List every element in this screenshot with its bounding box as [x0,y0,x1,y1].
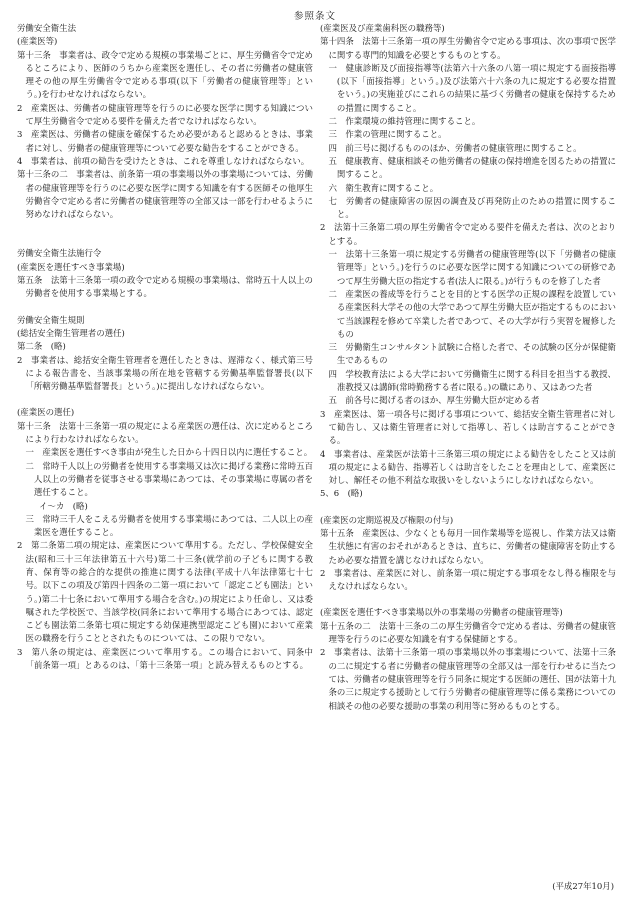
section-heading-shokumu: (産業医及び産業歯科医の職務等) [320,23,445,33]
revision-date: (平成27年10月) [552,881,614,891]
article-2: 第二条 (略) [17,341,66,352]
rule-article-14-para-2-item-2: 二 産業医の養成等を行うことを目的とする医学の正規の課程を設置している産業医科大学その他の大学であつて厚生労働大臣が指定するものにおいて当該課程を修めて卒業した者であつて、その大学が行う実習を履修したもの [328,288,616,339]
rule-article-13-para-3: 3 第八条の規定は、産業医について準用する。この場合において、同条中「前条第一項」とあるのは、「第十三条第一項」と読み替えるものとする。 [17,646,313,671]
rule-article-14-item-7: 七 労働者の健康障害の原因の調査及び再発防止のための措置に関すること。 [328,195,616,220]
article-2-para-2: 2 事業者は、総括安全衛生管理者を選任したときは、遅滞なく、様式第三号による報告書を、当該事業場の所在地を管轄する労働基準監督署長(以下「所轄労働基準監督署長」という。)に提出しなければならない。 [17,354,313,392]
section-heading-senin-jigyoba: (産業医を選任すべき事業場) [17,261,125,272]
rule-article-14: 第十四条 法第十三条第一項の厚生労働省令で定める事項は、次の事項で医学に関する専門的知識を必要とするものとする。 [320,36,616,60]
rule-article-14-para-2-item-3: 三 労働衛生コンサルタント試験に合格した者で、その試験の区分が保健衛生であるもの [328,342,616,366]
rule-article-15-para-2: 2 事業者は、産業医に対し、前条第一項に規定する事項をなし得る権限を与えなければならない。 [320,567,616,592]
rule-article-14-para-2-item-1: 一 法第十三条第一項に規定する労働者の健康管理等(以下「労働者の健康管理等」という。)を行うのに必要な医学に関する知識についての研修であつて厚生労働大臣の指定する者(法人に限る。)が行うものを修了した者 [328,249,616,286]
section-heading-junshi: (産業医の定期巡視及び権限の付与) [320,514,454,525]
law-name-anzen-eisei-ho: 労働安全衛生法 [17,23,77,33]
rule-article-13-item-3: 三 常時三千人をこえる労働者を使用する事業場にあつては、二人以上の産業医を選任すること。 [25,513,313,538]
section-heading-sokatsu: (総括安全衛生管理者の選任) [17,327,125,338]
rule-article-14-item-3: 三 作業の管理に関すること。 [328,129,447,140]
article-13-para-2: 2 産業医は、労働者の健康管理等を行うのに必要な医学に関する知識について厚生労働省令で定める要件を備えた者でなければならない。 [17,102,313,127]
rule-article-14-para-3: 3 産業医は、第一項各号に掲げる事項について、総括安全衛生管理者に対して勧告し、又は衛生管理者に対して指導し、若しくは助言することができる。 [320,408,616,446]
rule-article-13: 第十三条 法第十三条第一項の規定による産業医の選任は、次に定めるところにより行わなければならない。 [17,420,313,445]
page-title: 参照条文 [293,11,336,22]
article-5: 第五条 法第十三条第一項の政令で定める規模の事業場は、常時五十人以上の労働者を使用する事業場とする。 [17,275,313,299]
rule-article-13-item-1: 一 産業医を選任すべき事由が発生した日から十四日以内に選任すること。 [25,447,313,458]
rule-article-14-para-2-item-5: 五 前各号に掲げる者のほか、厚生労働大臣が定める者 [328,395,540,406]
rule-article-15-2: 第十五条の二 法第十三条の二の厚生労働省令で定める者は、労働者の健康管理等を行うのに必要な知識を有する保健師とする。 [320,620,616,645]
rule-article-13-item-2-sub: イ〜カ (略) [38,500,88,511]
rule-article-13-para-2: 2 第二条第二項の規定は、産業医について準用する。ただし、学校保健安全法(昭和三十三年法律第五十六号)第二十三条(就学前の子どもに関する教育、保育等の総合的な提供の推進に関する法律(平成十八年法律第七十七号。以下この項及び第四十四条の二第一項において「認定こども園法」という。)第二十七条において準用する場合を含む。)の規定により任命し、又は委嘱された学校医で、当該学校(同条において準用する場合にあつては、認定こども園法第二条第七項に規定する幼保連携型認定こども園)において産業医の職務を行うこととされたものについては、この限りでない。 [17,540,313,644]
rule-article-15: 第十五条 産業医は、少なくとも毎月一回作業場等を巡視し、作業方法又は衛生状態に有害のおそれがあるときは、直ちに、労働者の健康障害を防止するため必要な措置を講じなければならない。 [320,527,616,565]
rule-article-14-item-4: 四 前三号に掲げるもののほか、労働者の健康管理に関すること。 [328,142,582,153]
article-13-para-4: 4 事業者は、前項の勧告を受けたときは、これを尊重しなければならない。 [17,155,310,166]
rule-article-14-para-2: 2 法第十三条第二項の厚生労働省令で定める要件を備えた者は、次のとおりとする。 [320,222,616,246]
section-heading-igai-jigyoba: (産業医を選任すべき事業場以外の事業場の労働者の健康管理等) [320,607,563,618]
rule-article-14-item-5: 五 健康教育、健康相談その他労働者の健康の保持増進を図るための措置に関すること。 [328,155,616,180]
article-13-2: 第十三条の二 事業者は、前条第一項の事業場以外の事業場については、労働者の健康管理等を行うのに必要な医学に関する知識を有する医師その他厚生労働省令で定める者に労働者の健康管理等の全部又は一部を行わせるように努めなければならない。 [17,169,313,220]
article-13: 第十三条 事業者は、政令で定める規模の事業場ごとに、厚生労働省令で定めるところにより、医師のうちから産業医を選任し、その者に労働者の健康管理その他の厚生労働省令で定める事項(以下「労働者の健康管理等」という。)を行わせなければならない。 [17,49,313,100]
rule-article-14-para-2-item-4: 四 学校教育法による大学において労働衛生に関する科目を担当する教授、准教授又は講師(常時勤務する者に限る。)の職にあり、又はあつた者 [328,368,616,393]
article-13-para-3: 3 産業医は、労働者の健康を確保するため必要があると認めるときは、事業者に対し、労働者の健康管理等について必要な勧告をすることができる。 [17,129,313,153]
rule-article-14-item-1: 一 健康診断及び面接指導等(法第六十六条の八第一項に規定する面接指導(以下「面接指導」という。)及び法第六十六条の九に規定する必要な措置をいう。)の実施並びにこれらの結果に基づく労働者の健康を保持するための措置に関すること。 [328,62,616,113]
law-name-shikourei: 労働安全衛生法施行令 [17,248,102,259]
right-column [320,22,616,713]
left-column [17,22,313,672]
rule-article-15-2-para-2: 2 事業者は、法第十三条第一項の事業場以外の事業場について、法第十三条の二に規定する者に労働者の健康管理等の全部又は一部を行わせるに当たつては、労働者の健康管理等を行う同条に規定する医師の選任、国が法第十九条の三に規定する援助として行う労働者の健康管理等に係る業務についての相談その他の必要な援助の事業の利用等に努めるものとする。 [320,647,616,711]
section-heading-sangyoui-senin: (産業医の選任) [17,407,75,418]
rule-article-14-para-5-6: 5、6 (略) [320,488,363,499]
law-name-kisoku: 労働安全衛生規則 [17,314,85,325]
section-heading-sangyoui: (産業医等) [17,36,58,47]
rule-article-14-para-4: 4 事業者は、産業医が法第十三条第三項の規定による勧告をしたこと又は前項の規定による勧告、指導若しくは助言をしたことを理由として、産業医に対し、解任その他不利益な取扱いをしないようにしなければならない。 [320,448,616,486]
rule-article-14-item-2: 二 作業環境の維持管理に関すること。 [328,116,481,127]
rule-article-13-item-2: 二 常時千人以上の労働者を使用する事業場又は次に掲げる業務に常時五百人以上の労働者を従事させる事業場にあつては、その事業場に専属の者を選任すること。 [25,460,313,498]
rule-article-14-item-6: 六 衛生教育に関すること。 [328,182,439,193]
